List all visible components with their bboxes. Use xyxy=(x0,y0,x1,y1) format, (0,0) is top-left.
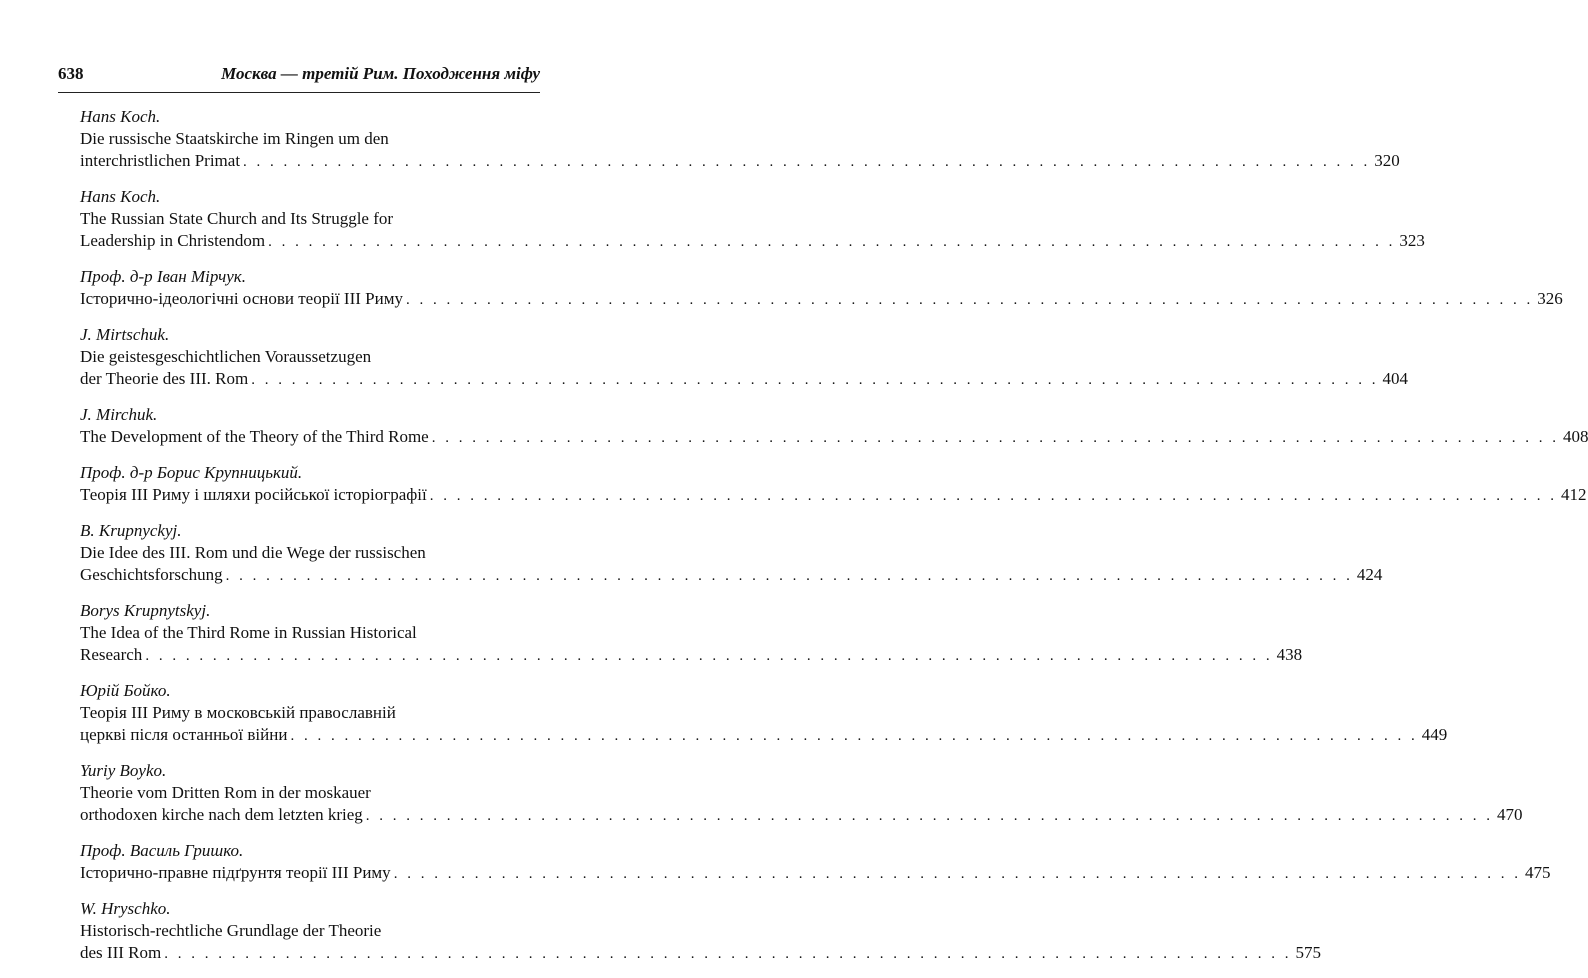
entry-page-number: 320 xyxy=(1374,151,1400,170)
entry-title-line: des III Rom xyxy=(80,943,162,962)
entry-author: Проф. д-р Борис Крупницький. xyxy=(80,463,303,482)
dot-leader: . . . . . . . . . . . . . . . . . . . . . . . . . . . . . . . . . . . . . . . . . . . . . . . . . . . . . . . . . . . . . . . . . . . . . . . . . . . . . . . . . . . . xyxy=(251,372,1379,388)
entry-title-last-line xyxy=(80,426,1588,449)
dot-leader: . . . . . . . . . . . . . . . . . . . . . . . . . . . . . . . . . . . . . . . . . . . . . . . . . . . . . . . . . . . . . . . . . . . . . . . . . . . . . . . . . . . . xyxy=(405,292,1534,308)
entry-author: J. Mirchuk. xyxy=(80,405,158,424)
entry-title-line: Geschichtsforschung xyxy=(80,565,223,584)
contents-entry xyxy=(80,520,1383,587)
contents-entry xyxy=(80,840,1551,885)
page-header xyxy=(58,64,540,84)
entry-page-number: 404 xyxy=(1382,369,1408,388)
entry-title-line: The Idea of the Third Rome in Russian Historical xyxy=(80,623,417,642)
dot-leader: . . . . . . . . . . . . . . . . . . . . . . . . . . . . . . . . . . . . . . . . . . . . . . . . . . . . . . . . . . . . . . . . . . . . . . . . . . . . . . . . . . . . xyxy=(164,946,1292,962)
entry-title-line: interchristlichen Primat xyxy=(80,151,241,170)
entry-title-line: Theorie vom Dritten Rom in der moskauer xyxy=(80,783,371,802)
entry-page-number: 470 xyxy=(1497,805,1523,824)
dot-leader: . . . . . . . . . . . . . . . . . . . . . . . . . . . . . . . . . . . . . . . . . . . . . . . . . . . . . . . . . . . . . . . . . . . . . . . . . . . . . . . . . . . . xyxy=(225,568,1353,584)
entry-title-last-line xyxy=(80,862,1551,885)
dot-leader: . . . . . . . . . . . . . . . . . . . . . . . . . . . . . . . . . . . . . . . . . . . . . . . . . . . . . . . . . . . . . . . . . . . . . . . . . . . . . . . . . . . . xyxy=(431,430,1559,446)
entry-author: J. Mirtschuk. xyxy=(80,325,170,344)
entry-author: Проф. Василь Гришко. xyxy=(80,841,244,860)
dot-leader: . . . . . . . . . . . . . . . . . . . . . . . . . . . . . . . . . . . . . . . . . . . . . . . . . . . . . . . . . . . . . . . . . . . . . . . . . . . . . . . . . . . . xyxy=(268,234,1396,250)
dot-leader: . . . . . . . . . . . . . . . . . . . . . . . . . . . . . . . . . . . . . . . . . . . . . . . . . . . . . . . . . . . . . . . . . . . . . . . . . . . . . . . . . . . . xyxy=(145,648,1273,664)
entry-title-line: The Russian State Church and Its Struggle for xyxy=(80,209,394,228)
entry-title-last-line xyxy=(80,230,1425,253)
running-title: Москва — третій Рим. Походження міфу xyxy=(221,64,540,83)
contents-entry xyxy=(80,462,1587,507)
dot-leader: . . . . . . . . . . . . . . . . . . . . . . . . . . . . . . . . . . . . . . . . . . . . . . . . . . . . . . . . . . . . . . . . . . . . . . . . . . . . . . . . . . . . xyxy=(393,866,1521,882)
entry-author: Borys Krupnytskyj. xyxy=(80,601,211,620)
dot-leader: . . . . . . . . . . . . . . . . . . . . . . . . . . . . . . . . . . . . . . . . . . . . . . . . . . . . . . . . . . . . . . . . . . . . . . . . . . . . . . . . . . . . xyxy=(429,488,1557,504)
entry-author: Юрій Бойко. xyxy=(80,681,171,700)
contents-entry xyxy=(80,680,1448,747)
entry-title-last-line xyxy=(80,644,1303,667)
dot-leader: . . . . . . . . . . . . . . . . . . . . . . . . . . . . . . . . . . . . . . . . . . . . . . . . . . . . . . . . . . . . . . . . . . . . . . . . . . . . . . . . . . . . xyxy=(365,808,1493,824)
entry-title-last-line xyxy=(80,484,1587,507)
entry-title-last-line xyxy=(80,564,1383,587)
entry-title-line: Leadership in Christendom xyxy=(80,231,266,250)
entry-page-number: 412 xyxy=(1560,485,1587,504)
entry-author: Проф. д-р Іван Мірчук. xyxy=(80,267,246,286)
entry-author: Hans Koch. xyxy=(80,187,161,206)
entry-title-last-line xyxy=(80,804,1523,827)
page-number: 638 xyxy=(58,64,84,83)
entry-page-number: 575 xyxy=(1295,943,1321,962)
entry-author: Yuriy Boyko. xyxy=(80,761,167,780)
entry-title-line: Die Idee des III. Rom und die Wege der russischen xyxy=(80,543,426,562)
contents-entry xyxy=(80,106,1400,173)
entry-page-number: 408 xyxy=(1562,427,1588,446)
entry-page-number: 326 xyxy=(1537,289,1563,308)
header-rule xyxy=(58,92,540,93)
contents-entry xyxy=(80,186,1425,253)
entry-title-line: der Theorie des III. Rom xyxy=(80,369,249,388)
entry-page-number: 449 xyxy=(1421,725,1448,744)
entry-title-last-line xyxy=(80,942,1321,965)
entry-page-number: 475 xyxy=(1524,863,1551,882)
entry-title-line: Теорія ІІІ Риму і шляхи російської історіографії xyxy=(80,485,427,504)
entry-title-line: Історично-ідеологічні основи теорії ІІІ Риму xyxy=(80,289,403,308)
contents-entry xyxy=(80,324,1408,391)
contents-entry xyxy=(80,898,1321,965)
dot-leader: . . . . . . . . . . . . . . . . . . . . . . . . . . . . . . . . . . . . . . . . . . . . . . . . . . . . . . . . . . . . . . . . . . . . . . . . . . . . . . . . . . . . xyxy=(290,728,1418,744)
entry-title-line: Теорія ІІІ Риму в московській православній xyxy=(80,703,396,722)
dot-leader: . . . . . . . . . . . . . . . . . . . . . . . . . . . . . . . . . . . . . . . . . . . . . . . . . . . . . . . . . . . . . . . . . . . . . . . . . . . . . . . . . . . . xyxy=(243,154,1371,170)
entry-title-line: Die geistesgeschichtlichen Voraussetzugen xyxy=(80,347,372,366)
entry-title-line: The Development of the Theory of the Third Rome xyxy=(80,427,429,446)
entry-title-last-line xyxy=(80,150,1400,173)
entry-title-line: orthodoxen kirche nach dem letzten krieg xyxy=(80,805,363,824)
entry-author: B. Krupnyckyj. xyxy=(80,521,182,540)
entry-title-last-line xyxy=(80,288,1563,311)
contents-entry xyxy=(80,600,1303,667)
entry-author: W. Hryschko. xyxy=(80,899,171,918)
entry-title-line: Die russische Staatskirche im Ringen um den xyxy=(80,129,389,148)
entry-title-line: Historisch-rechtliche Grundlage der Theorie xyxy=(80,921,382,940)
entry-title-line: церкві після останньої війни xyxy=(80,725,288,744)
contents-entry xyxy=(80,760,1523,827)
entry-title-line: Research xyxy=(80,645,143,664)
entry-page-number: 438 xyxy=(1276,645,1303,664)
contents-list xyxy=(80,106,1588,978)
entry-page-number: 323 xyxy=(1399,231,1425,250)
entry-page-number: 424 xyxy=(1356,565,1383,584)
entry-title-last-line xyxy=(80,724,1448,747)
contents-entry xyxy=(80,266,1563,311)
entry-author: Hans Koch. xyxy=(80,107,161,126)
entry-title-last-line xyxy=(80,368,1408,391)
contents-entry xyxy=(80,404,1588,449)
entry-title-line: Історично-правне підґрунтя теорії ІІІ Риму xyxy=(80,863,391,882)
